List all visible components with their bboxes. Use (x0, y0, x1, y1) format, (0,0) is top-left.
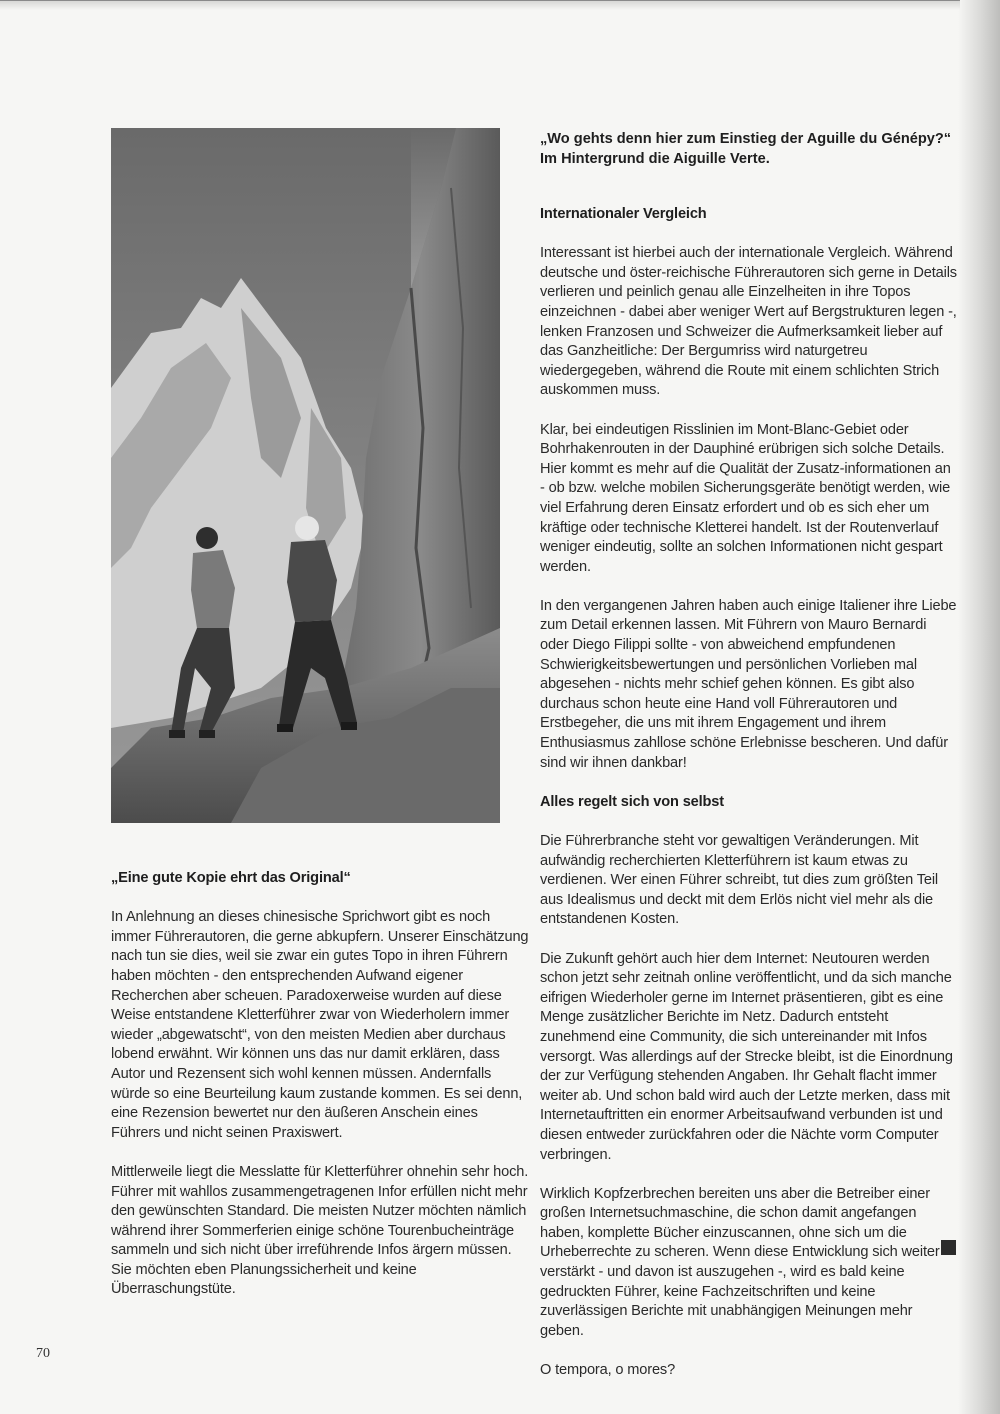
section-heading-alles-regelt: Alles regelt sich von selbst (540, 793, 724, 810)
paragraph: Wirklich Kopfzerbrechen bereiten uns aber die Betreiber einer großen Internetsuchmaschine, die schon damit angefangen haben, komplette Bücher einzuscannen, ohne sich um die Urheberrechte zu scheren. Wenn diese Entwicklung sich weiter verstärkt - und davon ist auszugehen -, wird es bald keine gedruckten Führer, keine Fachzeitschriften und keine zuverlässigen Berichte mit unabhängigen Meinungen mehr geben. (540, 1185, 940, 1339)
paragraph: Die Führerbranche steht vor gewaltigen Veränderungen. Mit aufwändig recherchierten Kletterführern ist kaum etwas zu verdienen. Wer einen Führer schreibt, tut dies zum größten Teil aus Idealismus und deckt mit dem Erlös nicht viel mehr als die entstandenen Kosten. (540, 833, 939, 928)
paragraph: Klar, bei eindeutigen Risslinien im Mont-Blanc-Gebiet oder Bohrhakenrouten in der Dauphiné erübrigen sich solche Details. Hier kommt es mehr auf die Qualität der Zusatz-informationen an - ob bzw. welche mobilen Sicherungsgeräte benötigt werden, wie viel Erfahrung deren Einsatz erfordert und ob es sich eher um kräftige oder technische Kletterei handelt. Ist der Routenverlauf weniger eindeutig, sollte an solchen Informationen nicht gespart werden. (540, 421, 951, 575)
paragraph: Mittlerweile liegt die Messlatte für Kletterführer ohnehin sehr hoch. Führer mit wahllos zusammengetragenen Infor erfüllen nicht mehr den gewünschten Standard. Die meisten Nutzer möchten nämlich während ihrer Sommerferien einige schöne Tourenbucheinträge sammeln und sich nicht über irreführende Infos ärgern müssen. Sie möchten eben Planungssicherheit und keine Überraschungstüte. (111, 1163, 529, 1298)
climbers-photo (111, 128, 500, 823)
section-heading-kopie: „Eine gute Kopie ehrt das Original“ (111, 870, 351, 886)
section-heading-international: Internationaler Vergleich (540, 206, 707, 222)
caption-line-2: Im Hintergrund die Aiguille Verte. (540, 150, 770, 167)
page-top-edge (0, 0, 960, 10)
paragraph: In den vergangenen Jahren haben auch einige Italiener ihre Liebe zum Detail erkennen lassen. Mit Führern von Mauro Bernardi oder Diego Filippi sollte - von abweichend empfundenen Schwierigkeitsbewertungen und persönlichen Vorlieben mal abgesehen - nichts mehr schief gehen können. Es gibt also durchaus schon heute eine Hand voll Führerautoren und Erstbegeher, die uns mit ihrem Engagement und ihrem Enthusiasmus zahllose schöne Erlebnisse bescheren. Und dafür sind wir ihnen dankbar! (540, 597, 957, 771)
left-column (111, 869, 529, 1320)
closing-line: O tempora, o mores? (540, 1362, 676, 1379)
page-gutter-shadow (958, 0, 1000, 1414)
photo-caption (540, 130, 960, 169)
right-column (540, 205, 958, 1400)
end-of-article-square-icon (941, 1240, 956, 1255)
paragraph: Interessant ist hierbei auch der internationale Vergleich. Während deutsche und öster-reichische Führerautoren sich gerne in Details verlieren und peinlich genau alle Einzelheiten in ihre Topos einzeichnen - dabei aber weniger Wert auf Bergstrukturen legen -, lenken Franzosen und Schweizer die Aufmerksamkeit lieber auf das Ganzheitliche: Der Bergumriss wird naturgetreu wiedergegeben, während die Route mit einem schlichten Strich auskommen muss. (540, 245, 957, 399)
caption-line-1: „Wo gehts denn hier zum Einstieg der Aguille du Génépy?“ (540, 131, 952, 147)
paragraph: Die Zukunft gehört auch hier dem Internet: Neutouren werden schon jetzt sehr zeitnah online veröffentlicht, und da sich manche eifrigen Wiederholer gerne im Internet präsentieren, gibt es eine Menge zusätzlicher Berichte im Netz. Dadurch entsteht zunehmend eine Community, die sich untereinander mit Infos versorgt. Was allerdings auf der Strecke bleibt, ist die Einordnung der zur Verfügung stehenden Angaben. Ihr Gehalt flacht immer weiter ab. Und schon bald wird auch der Letzte merken, dass mit Internetauftritten ein enormer Arbeitsaufwand verbunden ist und diesen entweder zurückfahren oder die Nächte vorm Computer verbringen. (540, 950, 953, 1163)
climbers-photo-drawing (111, 128, 500, 823)
page-number: 70 (36, 1346, 50, 1361)
paragraph: In Anlehnung an dieses chinesische Sprichwort gibt es noch immer Führerautoren, die gerne abkupfern. Unserer Einschätzung nach tun sie dies, weil sie zwar ein gutes Topo in ihren Führern haben möchten - den entsprechenden Aufwand eigener Recherchen aber scheuen. Paradoxerweise wurden auf diese Weise entstandene Kletterführer zwar von Wiederholern immer wieder „abgewatscht“, von den meisten Medien aber durchaus lobend erwähnt. Wir können uns das nur damit erklären, dass Autor und Rezensent sich wohl kennen müssen. Andernfalls würde so eine Beurteilung kaum zustande kommen. Es sei denn, eine Rezension bewertet nur den äußeren Anschein eines Führers und nicht seinen Praxiswert. (111, 909, 529, 1141)
